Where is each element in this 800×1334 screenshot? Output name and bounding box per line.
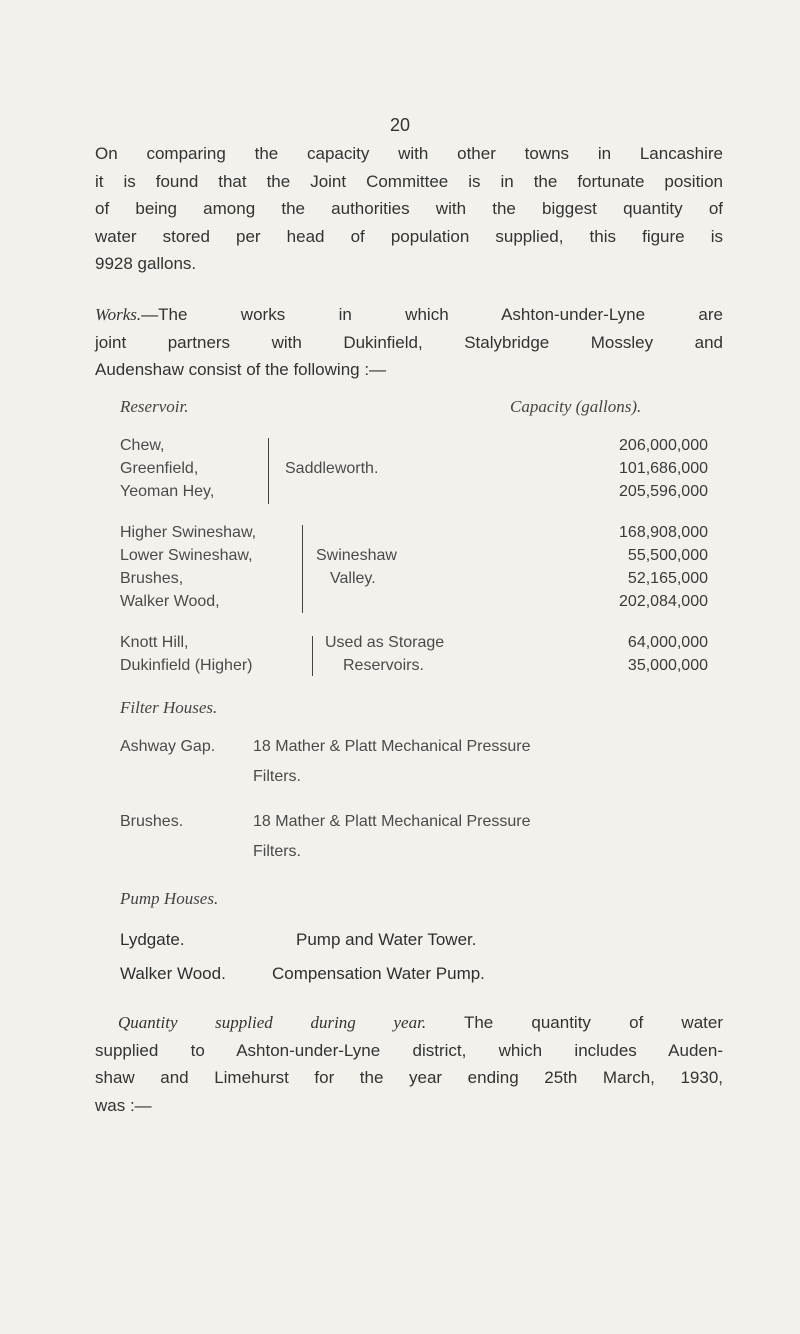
- group-label: Used as Storage: [325, 634, 445, 651]
- reservoir-name: Knott Hill,: [120, 634, 189, 651]
- filter-houses-heading: Filter Houses.: [120, 698, 218, 717]
- reservoir-capacity: 168,908,000: [619, 524, 708, 541]
- quantity-line-4: was :—: [95, 1095, 152, 1115]
- intro-line: it is found that the Joint Committee is in the fortunate position: [95, 171, 723, 191]
- reservoir-capacity: 52,165,000: [627, 570, 708, 587]
- page-number: 20: [389, 115, 411, 135]
- filter-desc: 18 Mather & Platt Mechanical Pressure: [253, 738, 531, 755]
- reservoir-name: Higher Swineshaw,: [120, 524, 257, 541]
- reservoir-name: Greenfield,: [120, 460, 199, 477]
- reservoir-capacity: 55,500,000: [627, 547, 708, 564]
- intro-line: of being among the authorities with the biggest quantity of: [95, 199, 723, 218]
- quantity-line-3: shaw and Limehurst for the year ending 25th March, 1930,: [95, 1068, 723, 1087]
- reservoir-name: Chew,: [120, 437, 165, 454]
- intro-line: water stored per head of population supplied, this figure is: [95, 226, 723, 246]
- group-label: Swineshaw: [316, 547, 397, 564]
- filter-desc: Filters.: [253, 768, 301, 785]
- reservoir-name: Yeoman Hey,: [120, 483, 215, 500]
- pump-place: Lydgate.: [120, 930, 185, 949]
- quantity-heading: Quantity supplied during year.: [118, 1013, 427, 1032]
- reservoir-column-header: Reservoir.: [120, 397, 189, 416]
- filter-desc: Filters.: [253, 843, 301, 860]
- works-heading: Works.: [95, 305, 142, 324]
- capacity-column-header: Capacity (gallons).: [510, 397, 642, 416]
- pump-place: Walker Wood.: [120, 964, 226, 983]
- reservoir-name: Dukinfield (Higher): [120, 657, 253, 674]
- works-rest: —The works in which Ashton-under-Lyne are: [141, 305, 723, 324]
- pump-desc: Compensation Water Pump.: [272, 964, 485, 983]
- reservoir-capacity: 101,686,000: [619, 460, 708, 477]
- reservoir-capacity: 206,000,000: [619, 437, 708, 454]
- reservoir-capacity: 205,596,000: [619, 483, 708, 500]
- filter-place: Brushes.: [120, 813, 184, 830]
- group-brace: [268, 438, 269, 504]
- group-label: Saddleworth.: [285, 460, 379, 477]
- reservoir-name: Lower Swineshaw,: [120, 547, 253, 564]
- group-label: Reservoirs.: [343, 657, 424, 674]
- quantity-rest: The quantity of water: [463, 1013, 723, 1032]
- pump-desc: Pump and Water Tower.: [296, 930, 477, 949]
- quantity-line-2: supplied to Ashton-under-Lyne district, which includes Auden-: [95, 1040, 723, 1060]
- reservoir-capacity: 64,000,000: [627, 634, 708, 651]
- intro-paragraph: [95, 140, 723, 278]
- intro-line: 9928 gallons.: [95, 254, 197, 273]
- reservoir-capacity: 35,000,000: [627, 657, 708, 674]
- works-line-3: Audenshaw consist of the following :—: [95, 360, 387, 379]
- filter-place: Ashway Gap.: [120, 738, 216, 755]
- works-paragraph: [95, 301, 723, 384]
- group-brace: [302, 525, 303, 613]
- pump-houses-heading: Pump Houses.: [120, 889, 219, 908]
- quantity-line-1: [95, 1009, 723, 1037]
- works-line-2: joint partners with Dukinfield, Stalybridge Mossley and: [95, 332, 723, 352]
- reservoir-name: Brushes,: [120, 570, 184, 587]
- group-label: Valley.: [330, 570, 376, 587]
- intro-line: On comparing the capacity with other towns in Lancashire: [95, 144, 723, 163]
- works-line-1: [95, 301, 723, 329]
- group-brace: [312, 636, 313, 676]
- reservoir-name: Walker Wood,: [120, 593, 220, 610]
- filter-desc: 18 Mather & Platt Mechanical Pressure: [253, 813, 531, 830]
- quantity-paragraph: [95, 1009, 723, 1119]
- reservoir-capacity: 202,084,000: [619, 593, 708, 610]
